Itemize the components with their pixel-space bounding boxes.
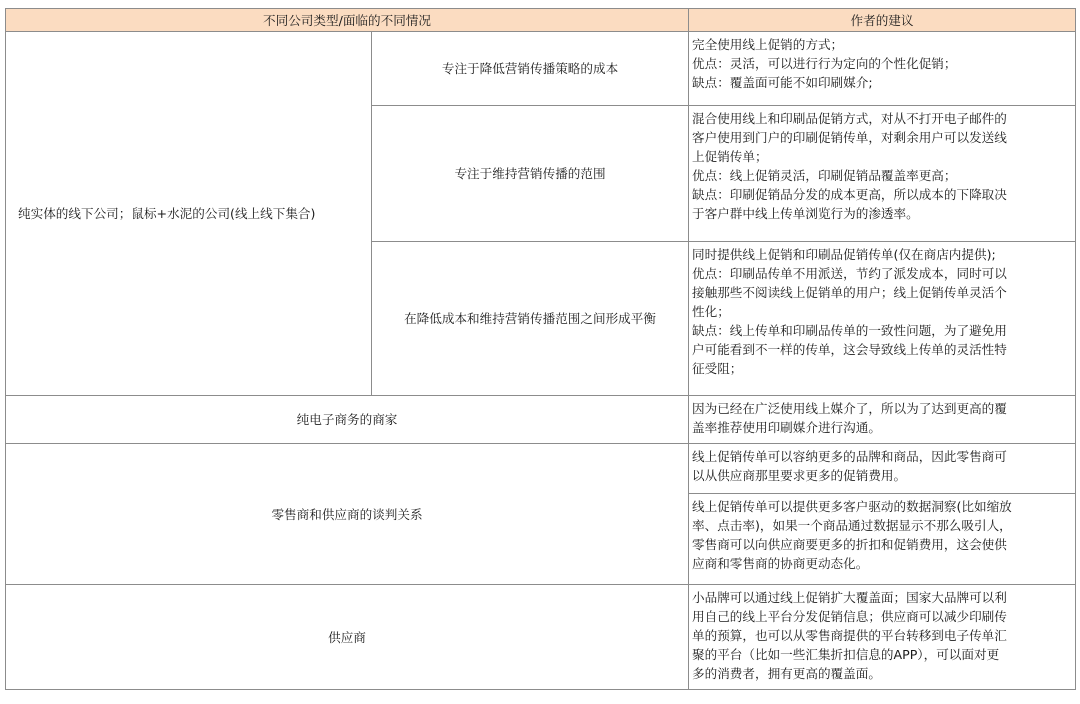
advice-line: 缺点：线上传单和印刷品传单的一致性问题，为了避免用 bbox=[692, 323, 1007, 338]
header-company-situation: 不同公司类型/面临的不同情况 bbox=[6, 9, 689, 32]
advice-line: 同时提供线上促销和印刷品促销传单(仅在商店内提供); bbox=[692, 247, 996, 262]
advice-line: 零售商可以向供应商要更多的折扣和促销费用，这会使供 bbox=[692, 537, 1007, 552]
advice-cell bbox=[689, 494, 1076, 585]
advice-line: 接触那些不阅读线上促销单的用户；线上促销传单灵活个 bbox=[692, 285, 1007, 300]
advice-line: 优点：灵活，可以进行行为定向的个性化促销； bbox=[692, 56, 957, 71]
table-row bbox=[6, 396, 1076, 444]
header-row bbox=[6, 9, 1076, 32]
advice-line: 优点：印刷品传单不用派送，节约了派发成本，同时可以 bbox=[692, 266, 1007, 281]
advice-line: 线上促销传单可以提供更多客户驱动的数据洞察(比如缩放 bbox=[692, 499, 1012, 514]
situation-cell: 在降低成本和维持营销传播范围之间形成平衡 bbox=[372, 242, 689, 396]
advice-line: 盖率推荐使用印刷媒介进行沟通。 bbox=[692, 420, 881, 435]
advice-line: 线上促销传单可以容纳更多的品牌和商品，因此零售商可 bbox=[692, 449, 1007, 464]
advice-cell bbox=[689, 396, 1076, 444]
company-cell: 纯实体的线下公司；鼠标+水泥的公司(线上线下集合) bbox=[6, 32, 372, 396]
advice-line: 用自己的线上平台分发促销信息；供应商可以减少印刷传 bbox=[692, 609, 1007, 624]
company-cell: 纯电子商务的商家 bbox=[6, 396, 689, 444]
advice-line: 性化； bbox=[692, 304, 730, 319]
advice-line: 多的消费者，拥有更高的覆盖面。 bbox=[692, 666, 881, 681]
advice-cell bbox=[689, 32, 1076, 106]
situation-cell: 专注于降低营销传播策略的成本 bbox=[372, 32, 689, 106]
advice-line: 混合使用线上和印刷品促销方式，对从不打开电子邮件的 bbox=[692, 111, 1007, 126]
advice-line: 于客户群中线上传单浏览行为的渗透率。 bbox=[692, 206, 919, 221]
advice-line: 聚的平台（比如一些汇集折扣信息的APP），可以面对更 bbox=[692, 647, 1000, 662]
advice-cell bbox=[689, 444, 1076, 494]
advice-line: 单的预算，也可以从零售商提供的平台转移到电子传单汇 bbox=[692, 628, 1007, 643]
advice-line: 征受阻； bbox=[692, 361, 743, 376]
table-row bbox=[6, 32, 1076, 106]
advice-line: 客户使用到门户的印刷促销传单，对剩余用户可以发送线 bbox=[692, 130, 1007, 145]
advice-line: 优点：线上促销灵活，印刷促销品覆盖率更高； bbox=[692, 168, 957, 183]
advice-line: 应商和零售商的协商更动态化。 bbox=[692, 556, 869, 571]
advice-line: 因为已经在广泛使用线上媒介了，所以为了达到更高的覆 bbox=[692, 401, 1007, 416]
advice-line: 率、点击率)，如果一个商品通过数据显示不那么吸引人， bbox=[692, 518, 1012, 533]
advice-table bbox=[5, 8, 1076, 690]
advice-line: 小品牌可以通过线上促销扩大覆盖面；国家大品牌可以利 bbox=[692, 590, 1007, 605]
company-cell: 零售商和供应商的谈判关系 bbox=[6, 444, 689, 585]
table-row bbox=[6, 585, 1076, 690]
situation-cell: 专注于维持营销传播的范围 bbox=[372, 106, 689, 242]
advice-line: 户可能看到不一样的传单，这会导致线上传单的灵活性特 bbox=[692, 342, 1007, 357]
advice-line: 以从供应商那里要求更多的促销费用。 bbox=[692, 468, 907, 483]
advice-cell bbox=[689, 585, 1076, 690]
advice-cell bbox=[689, 242, 1076, 396]
company-cell: 供应商 bbox=[6, 585, 689, 690]
header-advice: 作者的建议 bbox=[689, 9, 1076, 32]
advice-line: 缺点：印刷促销品分发的成本更高，所以成本的下降取决 bbox=[692, 187, 1007, 202]
advice-line: 上促销传单； bbox=[692, 149, 768, 164]
advice-line: 完全使用线上促销的方式； bbox=[692, 37, 844, 52]
table-row bbox=[6, 444, 1076, 494]
advice-cell bbox=[689, 106, 1076, 242]
advice-line: 缺点：覆盖面可能不如印刷媒介; bbox=[692, 75, 873, 90]
